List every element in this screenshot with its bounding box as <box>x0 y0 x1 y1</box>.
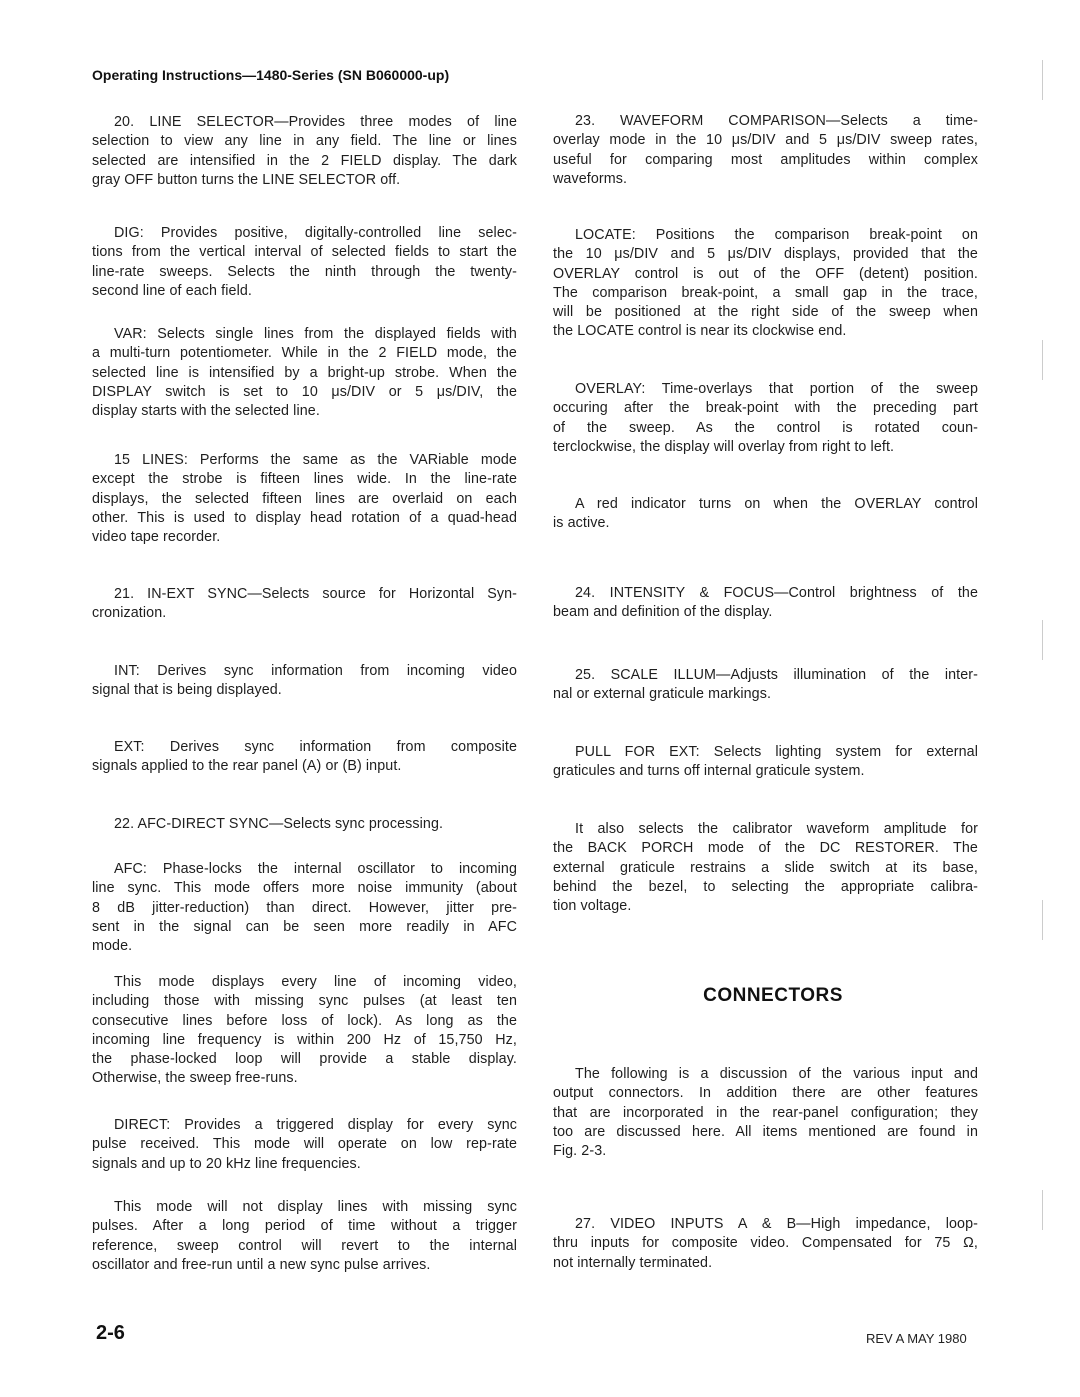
text-line: 20. LINE SELECTOR—Provides three modes of line <box>114 114 517 130</box>
paragraph-p27 <box>553 1215 978 1273</box>
text-line: oscillator and free-run until a new sync pulse arrives. <box>92 1256 431 1273</box>
paragraph-locate <box>553 226 978 342</box>
text-line: useful for comparing most amplitudes within complex <box>553 151 978 168</box>
text-line: a multi-turn potentiometer. While in the 2 FIELD mode, the <box>92 345 517 362</box>
paragraph-dig <box>92 224 517 301</box>
text-line: consecutive lines before loss of lock). As long as the <box>92 1012 517 1029</box>
binder-edge-mark <box>1042 620 1043 660</box>
paragraph-lines15 <box>92 451 517 547</box>
text-line: display starts with the selected line. <box>92 403 320 420</box>
text-line: Fig. 2-3. <box>553 1143 607 1160</box>
text-line: except the strobe is fifteen lines wide. In the line-rate <box>92 471 517 488</box>
text-line: reference, sweep control will revert to the internal <box>92 1237 517 1254</box>
text-line: video tape recorder. <box>92 529 221 546</box>
text-line: not internally terminated. <box>553 1254 713 1271</box>
text-line: tions from the vertical interval of selected fields to start the <box>92 244 517 261</box>
text-line: DISPLAY switch is set to 10 μs/DIV or 5 μs/DIV, the <box>92 383 517 400</box>
text-line: EXT: Derives sync information from composite <box>114 739 517 755</box>
text-line: the phase-locked loop will provide a stable display. <box>92 1051 517 1068</box>
text-line: selection to view any line in any field. The line or lines <box>92 133 517 150</box>
revision-date: REV A MAY 1980 <box>866 1331 967 1346</box>
text-line: This mode will not display lines with missing sync <box>114 1199 517 1215</box>
text-line: the LOCATE control is near its clockwise end. <box>553 323 847 340</box>
binder-edge-mark <box>1042 900 1043 940</box>
text-line: OVERLAY control is out of the OFF (detent) position. <box>553 265 978 282</box>
text-line: too are discussed here. All items mentioned are found in <box>553 1123 978 1140</box>
text-line: terclockwise, the display will overlay from right to left. <box>553 438 895 455</box>
text-line: Otherwise, the sweep free-runs. <box>92 1070 298 1087</box>
text-line: the 10 μs/DIV and 5 μs/DIV displays, provided that the <box>553 246 978 263</box>
paragraph-red <box>553 495 978 534</box>
text-line: 8 dB jitter-reduction) than direct. However, jitter pre- <box>92 899 517 916</box>
paragraph-p23 <box>553 112 978 189</box>
text-line: signals and up to 20 kHz line frequencies. <box>92 1155 361 1172</box>
text-line: 23. WAVEFORM COMPARISON—Selects a time- <box>575 113 978 129</box>
text-line: line sync. This mode offers more noise immunity (about <box>92 880 517 897</box>
binder-edge-mark <box>1042 1190 1043 1230</box>
text-line: behind the bezel, to selecting the appropriate calibra- <box>553 878 978 895</box>
text-line: DIRECT: Provides a triggered display for every sync <box>114 1117 517 1133</box>
paragraph-p22 <box>92 815 517 834</box>
paragraph-ext <box>92 738 517 777</box>
text-line: selected are intensified in the 2 FIELD display. The dark <box>92 152 517 169</box>
text-line: 15 LINES: Performs the same as the VARiable mode <box>114 452 517 468</box>
text-line: graticules and turns off internal graticule system. <box>553 763 865 780</box>
text-line: LOCATE: Positions the comparison break-point on <box>575 227 978 243</box>
text-line: external graticule restrains a slide switch at its base, <box>553 859 978 876</box>
text-line: beam and definition of the display. <box>553 604 773 621</box>
text-line: selected line is intensified by a bright-up strobe. When the <box>92 364 517 381</box>
running-header: Operating Instructions—1480-Series (SN B060000-up) <box>92 67 450 83</box>
text-line: pulses. After a long period of time without a trigger <box>92 1218 517 1235</box>
binder-edge-mark <box>1042 340 1043 380</box>
text-line: pulse received. This mode will operate on low rep-rate <box>92 1136 517 1153</box>
paragraph-direct <box>92 1116 517 1174</box>
paragraph-p21 <box>92 585 517 624</box>
text-line: other. This is used to display head rotation of a quad-head <box>92 509 517 526</box>
text-line: the BACK PORCH mode of the DC RESTORER. The <box>553 840 978 857</box>
text-line: 24. INTENSITY & FOCUS—Control brightness of the <box>575 585 978 601</box>
text-line: The following is a discussion of the various input and <box>575 1066 978 1082</box>
paragraph-direct2 <box>92 1198 517 1275</box>
paragraph-overlay <box>553 380 978 457</box>
text-line: INT: Derives sync information from incoming video <box>114 663 517 679</box>
text-line: sent in the signal can be seen more readily in AFC <box>92 918 517 935</box>
text-line: This mode displays every line of incoming video, <box>114 974 517 990</box>
text-line: gray OFF button turns the LINE SELECTOR off. <box>92 171 401 188</box>
paragraph-var <box>92 325 517 421</box>
paragraph-also <box>553 820 978 916</box>
paragraph-p25 <box>553 666 978 705</box>
paragraph-pull <box>553 743 978 782</box>
paragraph-int <box>92 662 517 701</box>
text-line: displays, the selected fifteen lines are overlaid on each <box>92 490 517 507</box>
text-line: AFC: Phase-locks the internal oscillator to incoming <box>114 861 517 877</box>
text-line: thru inputs for composite video. Compensated for 75 Ω, <box>553 1235 978 1252</box>
text-line: nal or external graticule markings. <box>553 686 772 703</box>
binder-edge-mark <box>1042 60 1043 100</box>
paragraph-afc <box>92 860 517 956</box>
text-line: signal that is being displayed. <box>92 682 282 699</box>
text-line: including those with missing sync pulses (at least ten <box>92 993 517 1010</box>
text-line: tion voltage. <box>553 898 632 915</box>
page-number: 2-6 <box>96 1322 125 1344</box>
text-line: output connectors. In addition there are other features <box>553 1085 978 1102</box>
text-line: PULL FOR EXT: Selects lighting system for external <box>575 744 978 760</box>
text-line: It also selects the calibrator waveform amplitude for <box>575 821 978 837</box>
text-line: 22. AFC-DIRECT SYNC—Selects sync processing. <box>114 816 444 832</box>
text-line: The comparison break-point, a small gap in the trace, <box>553 284 978 301</box>
text-line: VAR: Selects single lines from the displayed fields with <box>114 326 517 342</box>
text-line: second line of each field. <box>92 282 252 299</box>
text-line: signals applied to the rear panel (A) or (B) input. <box>92 758 402 775</box>
text-line: DIG: Provides positive, digitally-controlled line selec- <box>114 225 517 241</box>
paragraph-p20 <box>92 113 517 190</box>
text-line: A red indicator turns on when the OVERLAY control <box>575 496 978 512</box>
text-line: OVERLAY: Time-overlays that portion of the sweep <box>575 381 978 397</box>
text-line: line-rate sweeps. Selects the ninth through the twenty- <box>92 263 517 280</box>
section-heading-connectors: CONNECTORS <box>703 985 843 1006</box>
paragraph-following <box>553 1065 978 1161</box>
text-line: that are incorporated in the rear-panel configuration; they <box>553 1104 978 1121</box>
text-line: is active. <box>553 515 610 532</box>
text-line: mode. <box>92 938 133 955</box>
text-line: will be positioned at the right side of the sweep when <box>553 304 978 321</box>
text-line: 25. SCALE ILLUM—Adjusts illumination of the inter- <box>575 667 978 683</box>
text-line: 21. IN-EXT SYNC—Selects source for Horizontal Syn- <box>114 586 517 602</box>
text-line: incoming line frequency is within 200 Hz of 15,750 Hz, <box>92 1031 517 1048</box>
text-line: 27. VIDEO INPUTS A & B—High impedance, loop- <box>575 1216 978 1232</box>
text-line: cronization. <box>92 605 167 622</box>
text-line: overlay mode in the 10 μs/DIV and 5 μs/DIV sweep rates, <box>553 132 978 149</box>
text-line: of the sweep. As the control is rotated coun- <box>553 419 978 436</box>
text-line: waveforms. <box>553 170 628 187</box>
text-line: occuring after the break-point with the preceding part <box>553 400 978 417</box>
paragraph-afc2 <box>92 973 517 1089</box>
paragraph-p24 <box>553 584 978 623</box>
